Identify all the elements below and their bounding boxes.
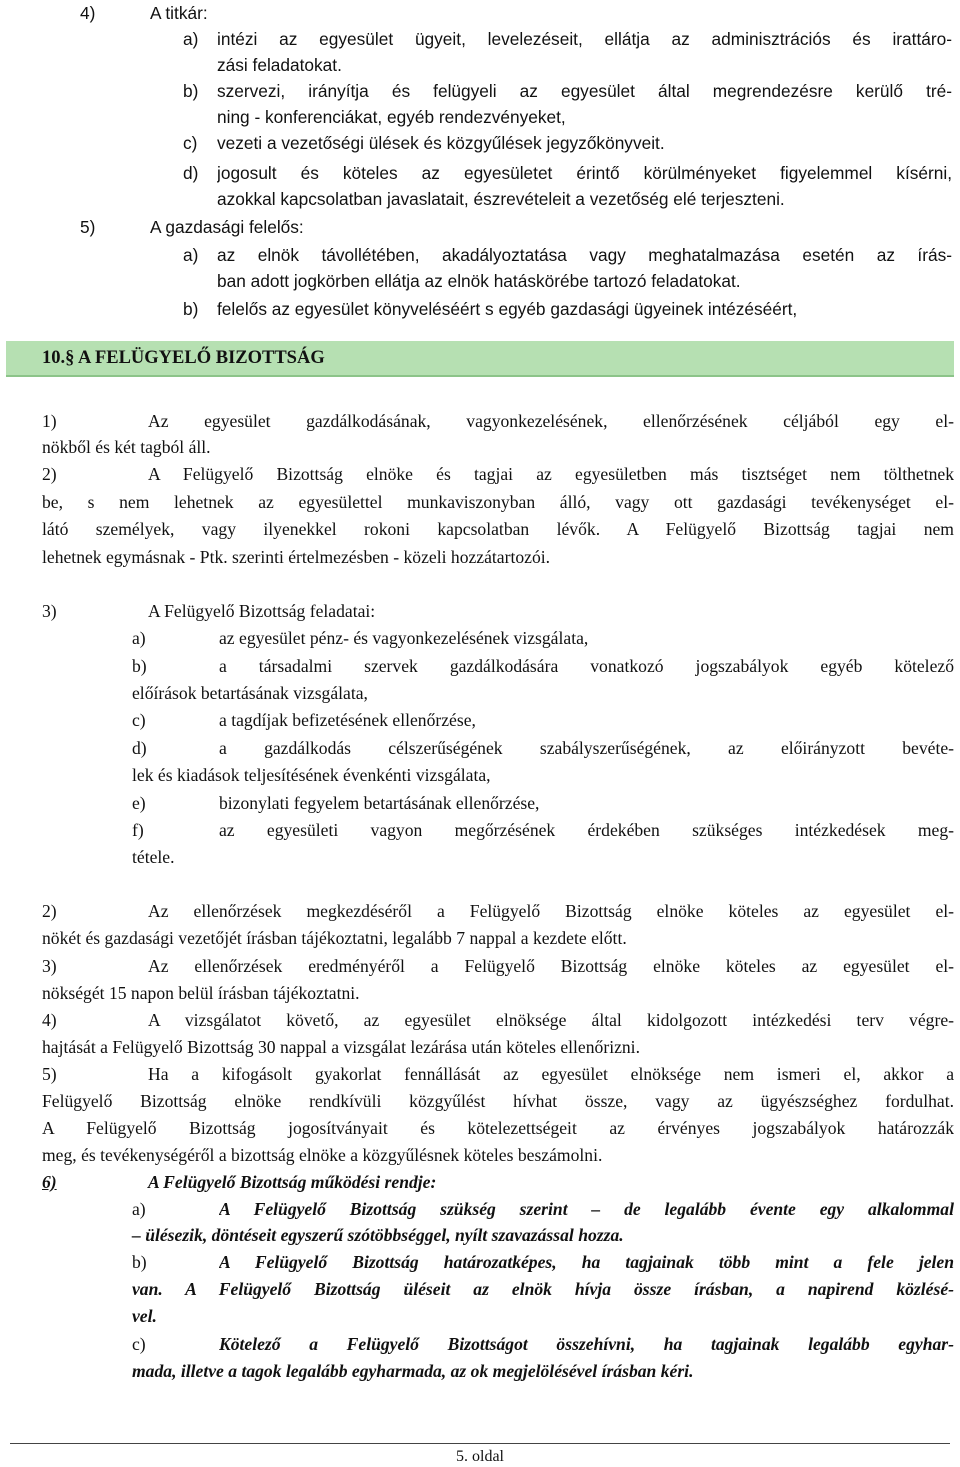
text-line: nökségét 15 napon belül írásban tájékoztatni. bbox=[42, 983, 360, 1003]
text-line: ning - konferenciákat, egyéb rendezvényeket, bbox=[217, 107, 566, 127]
section-title: A Felügyelő Bizottság feladatai: bbox=[148, 601, 376, 621]
item-number: 4) bbox=[80, 3, 96, 23]
text-line: Az ellenőrzések megkezdéséről a Felügyelő Bizottság elnöke köteles az egyesület el- bbox=[148, 901, 954, 921]
text-line: az elnök távollétében, akadályoztatása vagy meghatalmazása esetén az írás- bbox=[217, 245, 952, 265]
item-label: b) bbox=[183, 81, 199, 101]
text-line: felelős az egyesület könyveléséért s egyéb gazdasági ügyeinek intézéséért, bbox=[217, 299, 798, 319]
section-heading: 10.§ A FELÜGYELŐ BIZOTTSÁG bbox=[42, 348, 325, 368]
item-number: 4) bbox=[42, 1010, 57, 1030]
item-number: 5) bbox=[80, 217, 96, 237]
text-line: a társadalmi szervek gazdálkodására vonatkozó jogszabályok egyéb kötelező bbox=[219, 656, 954, 676]
item-label: c) bbox=[132, 710, 146, 730]
item-label: b) bbox=[132, 656, 147, 676]
item-number: 2) bbox=[42, 464, 57, 484]
text-line: szervezi, irányítja és felügyeli az egyesület által megrendezésre kerülő tré- bbox=[217, 81, 952, 101]
page-number: 5. oldal bbox=[456, 1448, 504, 1465]
text-line: látó személyek, vagy ilyenekkel rokoni kapcsolatban lévők. A Felügyelő Bizottság tagjai nem bbox=[42, 519, 954, 539]
section-title: A titkár: bbox=[150, 3, 208, 23]
section-title: A Felügyelő Bizottság működési rendje: bbox=[148, 1172, 437, 1192]
text-line: ban adott jogkörben ellátja az elnök hatáskörébe tartozó feladatokat. bbox=[217, 271, 741, 291]
text-line: vezeti a vezetőségi ülések és közgyűlések jegyzőkönyveit. bbox=[217, 133, 665, 153]
text-line: az egyesület pénz- és vagyonkezelésének vizsgálata, bbox=[219, 628, 589, 648]
text-line: A Felügyelő Bizottság elnöke és tagjai az egyesületben más tisztséget nem tölthetnek bbox=[148, 464, 954, 484]
text-line: A Felügyelő Bizottság szükség szerint – de legalább évente egy alkalommal bbox=[219, 1199, 954, 1219]
text-line: azokkal kapcsolatban javaslatait, észrevételeit a vezetőség elé terjeszteni. bbox=[217, 189, 785, 209]
footer-rule bbox=[10, 1443, 950, 1444]
item-label: b) bbox=[132, 1252, 147, 1272]
item-label: a) bbox=[183, 29, 199, 49]
text-line: Ha a kifogásolt gyakorlat fennállását az egyesület elnöksége nem ismeri el, akkor a bbox=[148, 1064, 954, 1084]
item-label: e) bbox=[132, 793, 146, 813]
text-line: intézi az egyesület ügyeit, levelezéseit, ellátja az adminisztrációs és irattáro- bbox=[217, 29, 952, 49]
text-line: A vizsgálatot követő, az egyesület elnöksége által kidolgozott intézkedési terv végre- bbox=[148, 1010, 954, 1030]
text-line: hajtását a Felügyelő Bizottság 30 nappal a vizsgálat lezárása után köteles ellenőrizni. bbox=[42, 1037, 640, 1057]
text-line: bizonylati fegyelem betartásának ellenőrzése, bbox=[219, 793, 540, 813]
text-line: a tagdíjak befizetésének ellenőrzése, bbox=[219, 710, 476, 730]
text-line: jogosult és köteles az egyesületet érintő körülményeket figyelemmel kísérni, bbox=[217, 163, 952, 183]
text-line: előírások betartásának vizsgálata, bbox=[132, 683, 368, 703]
text-line: a gazdálkodás célszerűségének szabályszerűségének, az előirányzott bevéte- bbox=[219, 738, 954, 758]
text-line: zási feladatokat. bbox=[217, 55, 342, 75]
text-line: az egyesületi vagyon megőrzésének érdekében szükséges intézkedések meg- bbox=[219, 820, 954, 840]
text-line: – ülésezik, döntéseit egyszerű szótöbbséggel, nyílt szavazással hozza. bbox=[132, 1225, 624, 1245]
text-line: Kötelező a Felügyelő Bizottságot összehívni, ha tagjainak legalább egyhar- bbox=[219, 1334, 954, 1354]
text-line: lek és kiadások teljesítésének évenkénti vizsgálata, bbox=[132, 765, 491, 785]
item-label: d) bbox=[183, 163, 199, 183]
item-label: a) bbox=[183, 245, 199, 265]
text-line: lehetnek egymásnak - Ptk. szerinti értelmezésben - közeli hozzátartozói. bbox=[42, 547, 551, 567]
text-line: Az ellenőrzések eredményéről a Felügyelő Bizottság elnöke köteles az egyesület el- bbox=[148, 956, 954, 976]
item-number: 5) bbox=[42, 1064, 57, 1084]
section-title: A gazdasági felelős: bbox=[150, 217, 304, 237]
text-line: vel. bbox=[132, 1306, 157, 1326]
item-label: d) bbox=[132, 738, 147, 758]
text-line: tétele. bbox=[132, 847, 175, 867]
item-label: b) bbox=[183, 299, 199, 319]
item-label: a) bbox=[132, 1199, 146, 1219]
item-number: 3) bbox=[42, 956, 57, 976]
item-label: c) bbox=[132, 1334, 146, 1354]
item-number: 6) bbox=[42, 1172, 57, 1192]
item-number: 1) bbox=[42, 411, 57, 431]
text-line: A Felügyelő Bizottság jogosítványait és kötelezettségeit az érvényes jogszabályok határozzák bbox=[42, 1118, 954, 1138]
item-label: f) bbox=[132, 820, 144, 840]
item-number: 2) bbox=[42, 901, 57, 921]
text-line: A Felügyelő Bizottság határozatképes, ha tagjainak több mint a fele jelen bbox=[219, 1252, 954, 1272]
text-line: nökből és két tagból áll. bbox=[42, 437, 211, 457]
text-line: be, s nem lehetnek az egyesülettel munkaviszonyban álló, vagy ott gazdasági tevékenységet el- bbox=[42, 492, 954, 512]
text-line: Felügyelő Bizottság elnöke rendkívüli közgyűlést hívhat össze, vagy az ügyészséghez fordulhat. bbox=[42, 1091, 954, 1111]
text-line: nökét és gazdasági vezetőjét írásban tájékoztatni, legalább 7 nappal a kezdete előtt. bbox=[42, 928, 627, 948]
item-label: c) bbox=[183, 133, 198, 153]
text-line: Az egyesület gazdálkodásának, vagyonkezelésének, ellenőrzésének céljából egy el- bbox=[148, 411, 954, 431]
text-line: meg, és tevékenységéről a bizottság elnöke a közgyűlésnek köteles beszámolni. bbox=[42, 1145, 603, 1165]
item-label: a) bbox=[132, 628, 146, 648]
heading-underline bbox=[6, 375, 954, 377]
text-line: van. A Felügyelő Bizottság üléseit az elnök hívja össze írásban, a napirend közlésé- bbox=[132, 1279, 954, 1299]
item-number: 3) bbox=[42, 601, 57, 621]
text-line: mada, illetve a tagok legalább egyharmada, az ok megjelölésével írásban kéri. bbox=[132, 1361, 694, 1381]
